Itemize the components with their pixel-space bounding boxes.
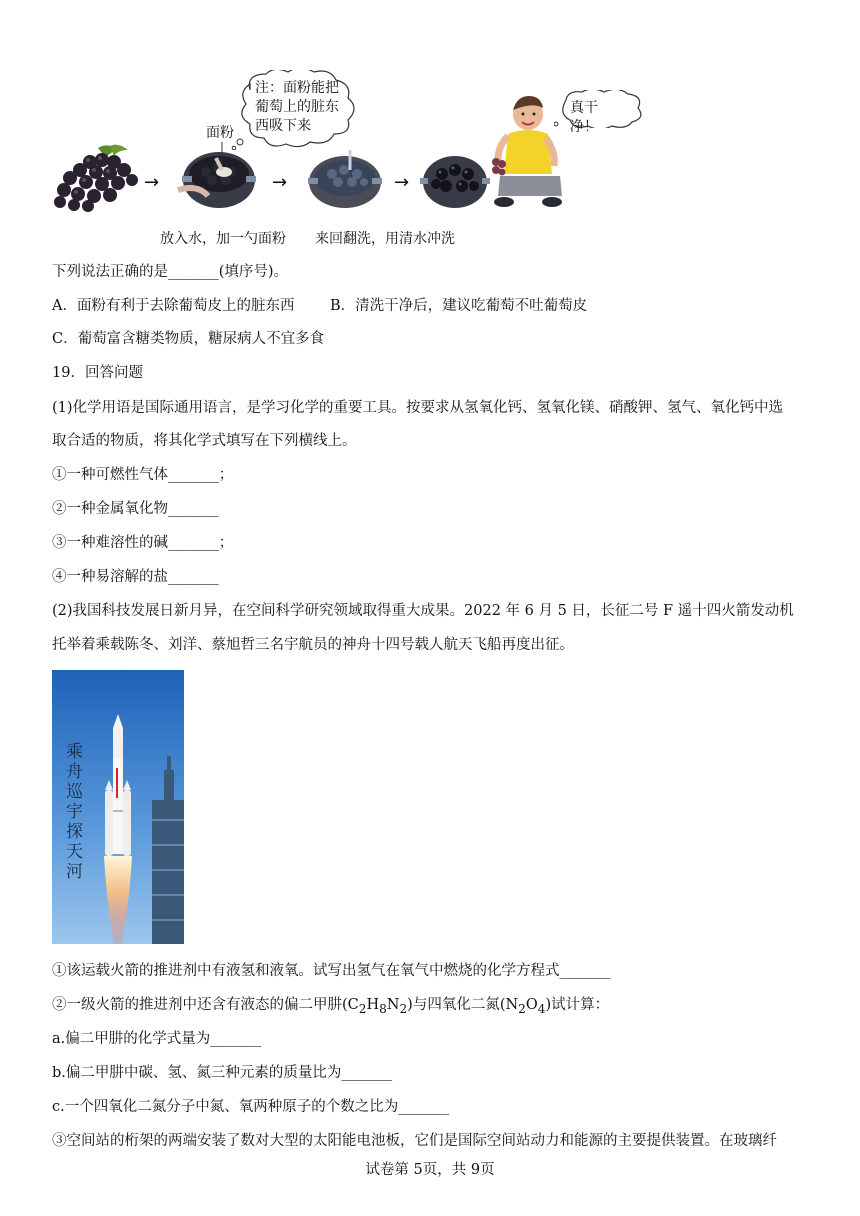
sub2-text: H: [366, 997, 380, 1013]
note-bubble-text: [255, 79, 339, 136]
grapes-image: [50, 142, 140, 214]
q19-part2-line2: 托举着乘载陈冬、刘洋、蔡旭哲三名宇航员的神舟十四号载人航天飞船再度出征。: [52, 637, 574, 653]
pot-clean-image: [418, 152, 492, 210]
arrow-icon: →: [144, 172, 160, 193]
q18-prompt: 下列说法正确的是_______(填序号)。: [52, 264, 289, 280]
sub2-text: O: [525, 997, 538, 1013]
poster-text: 乘舟巡宇探天河: [66, 742, 83, 882]
subscript: 8: [379, 1001, 387, 1016]
arrow-icon: →: [272, 172, 288, 193]
caption-left: 放入水，加一勺面粉: [160, 231, 286, 247]
child-bubble: [554, 90, 644, 128]
q19-item1: ①一种可燃性气体_______；: [52, 467, 234, 483]
note-line: 注：面粉能把: [255, 80, 339, 96]
flour-pointer: [220, 142, 224, 164]
q19-item3: ③一种难溶性的碱_______；: [52, 535, 234, 551]
q19-title: 19．回答问题: [52, 365, 143, 381]
child-bubble-text: 真干净！: [570, 100, 598, 135]
arrow-icon: →: [394, 172, 410, 193]
page-footer: 试卷第 5页，共 9页: [365, 1162, 495, 1178]
q19-sub-b: b.偏二甲肼中碳、氢、氮三种元素的质量比为_______: [52, 1065, 393, 1081]
subscript: 2: [358, 1001, 367, 1016]
q19-sub-a: a.偏二甲肼的化学式量为_______: [52, 1031, 262, 1047]
caption-right: 来回翻洗，用清水冲洗: [315, 231, 455, 247]
note-line: 西吸下来: [255, 118, 311, 134]
pot-flour-image: [176, 150, 262, 212]
pot-rinse-image: [302, 150, 388, 212]
flour-label: 面粉: [206, 125, 234, 141]
q19-part1-line1: (1)化学用语是国际通用语言，是学习化学的重要工具。按要求从氢氧化钙、氢氧化镁、硝酸钾、氢气、氧化钙中选: [52, 400, 784, 416]
sub2-text: N: [386, 997, 400, 1013]
q18-option-a: A．面粉有利于去除葡萄皮上的脏东西: [52, 298, 295, 314]
q19-item4: ④一种易溶解的盐_______: [52, 569, 219, 585]
note-line: 葡萄上的脏东: [255, 99, 339, 115]
subscript: 4: [537, 1001, 546, 1016]
sub2-text: )试计算：: [545, 997, 610, 1013]
subscript: 2: [518, 1001, 526, 1016]
q19-part2-line1: (2)我国科技发展日新月异，在空间科学研究领域取得重大成果。2022 年 6 月 5 日，长征二号 F 遥十四火箭发动机: [52, 603, 794, 619]
q19-sub1: ①该运载火箭的推进剂中有液氢和液氧。试写出氢气在氧气中燃烧的化学方程式_______: [52, 963, 611, 979]
child-image: [490, 96, 564, 212]
q19-sub3: ③空间站的桁架的两端安装了数对大型的太阳能电池板，它们是国际空间站动力和能源的主要提供装置。在玻璃纤: [52, 1133, 777, 1149]
q19-sub-c: c.一个四氧化二氮分子中氮、氧两种原子的个数之比为_______: [52, 1099, 449, 1115]
q19-sub2: [52, 995, 609, 1019]
q19-part1-line2: 取合适的物质，将其化学式填写在下列横线上。: [52, 433, 357, 449]
q18-option-c: C．葡萄富含糖类物质，糖尿病人不宜多食: [52, 331, 325, 347]
rocket-poster: [52, 670, 184, 944]
grape-washing-figure: [50, 70, 598, 250]
sub2-text: )与四氧化二氮(N: [407, 997, 519, 1013]
q19-item2: ②一种金属氧化物_______: [52, 501, 219, 517]
sub2-text: ②一级火箭的推进剂中还含有液态的偏二甲肼(C: [52, 997, 359, 1013]
q18-option-b: B．清洗干净后，建议吃葡萄不吐葡萄皮: [330, 298, 588, 314]
subscript: 2: [399, 1001, 408, 1016]
